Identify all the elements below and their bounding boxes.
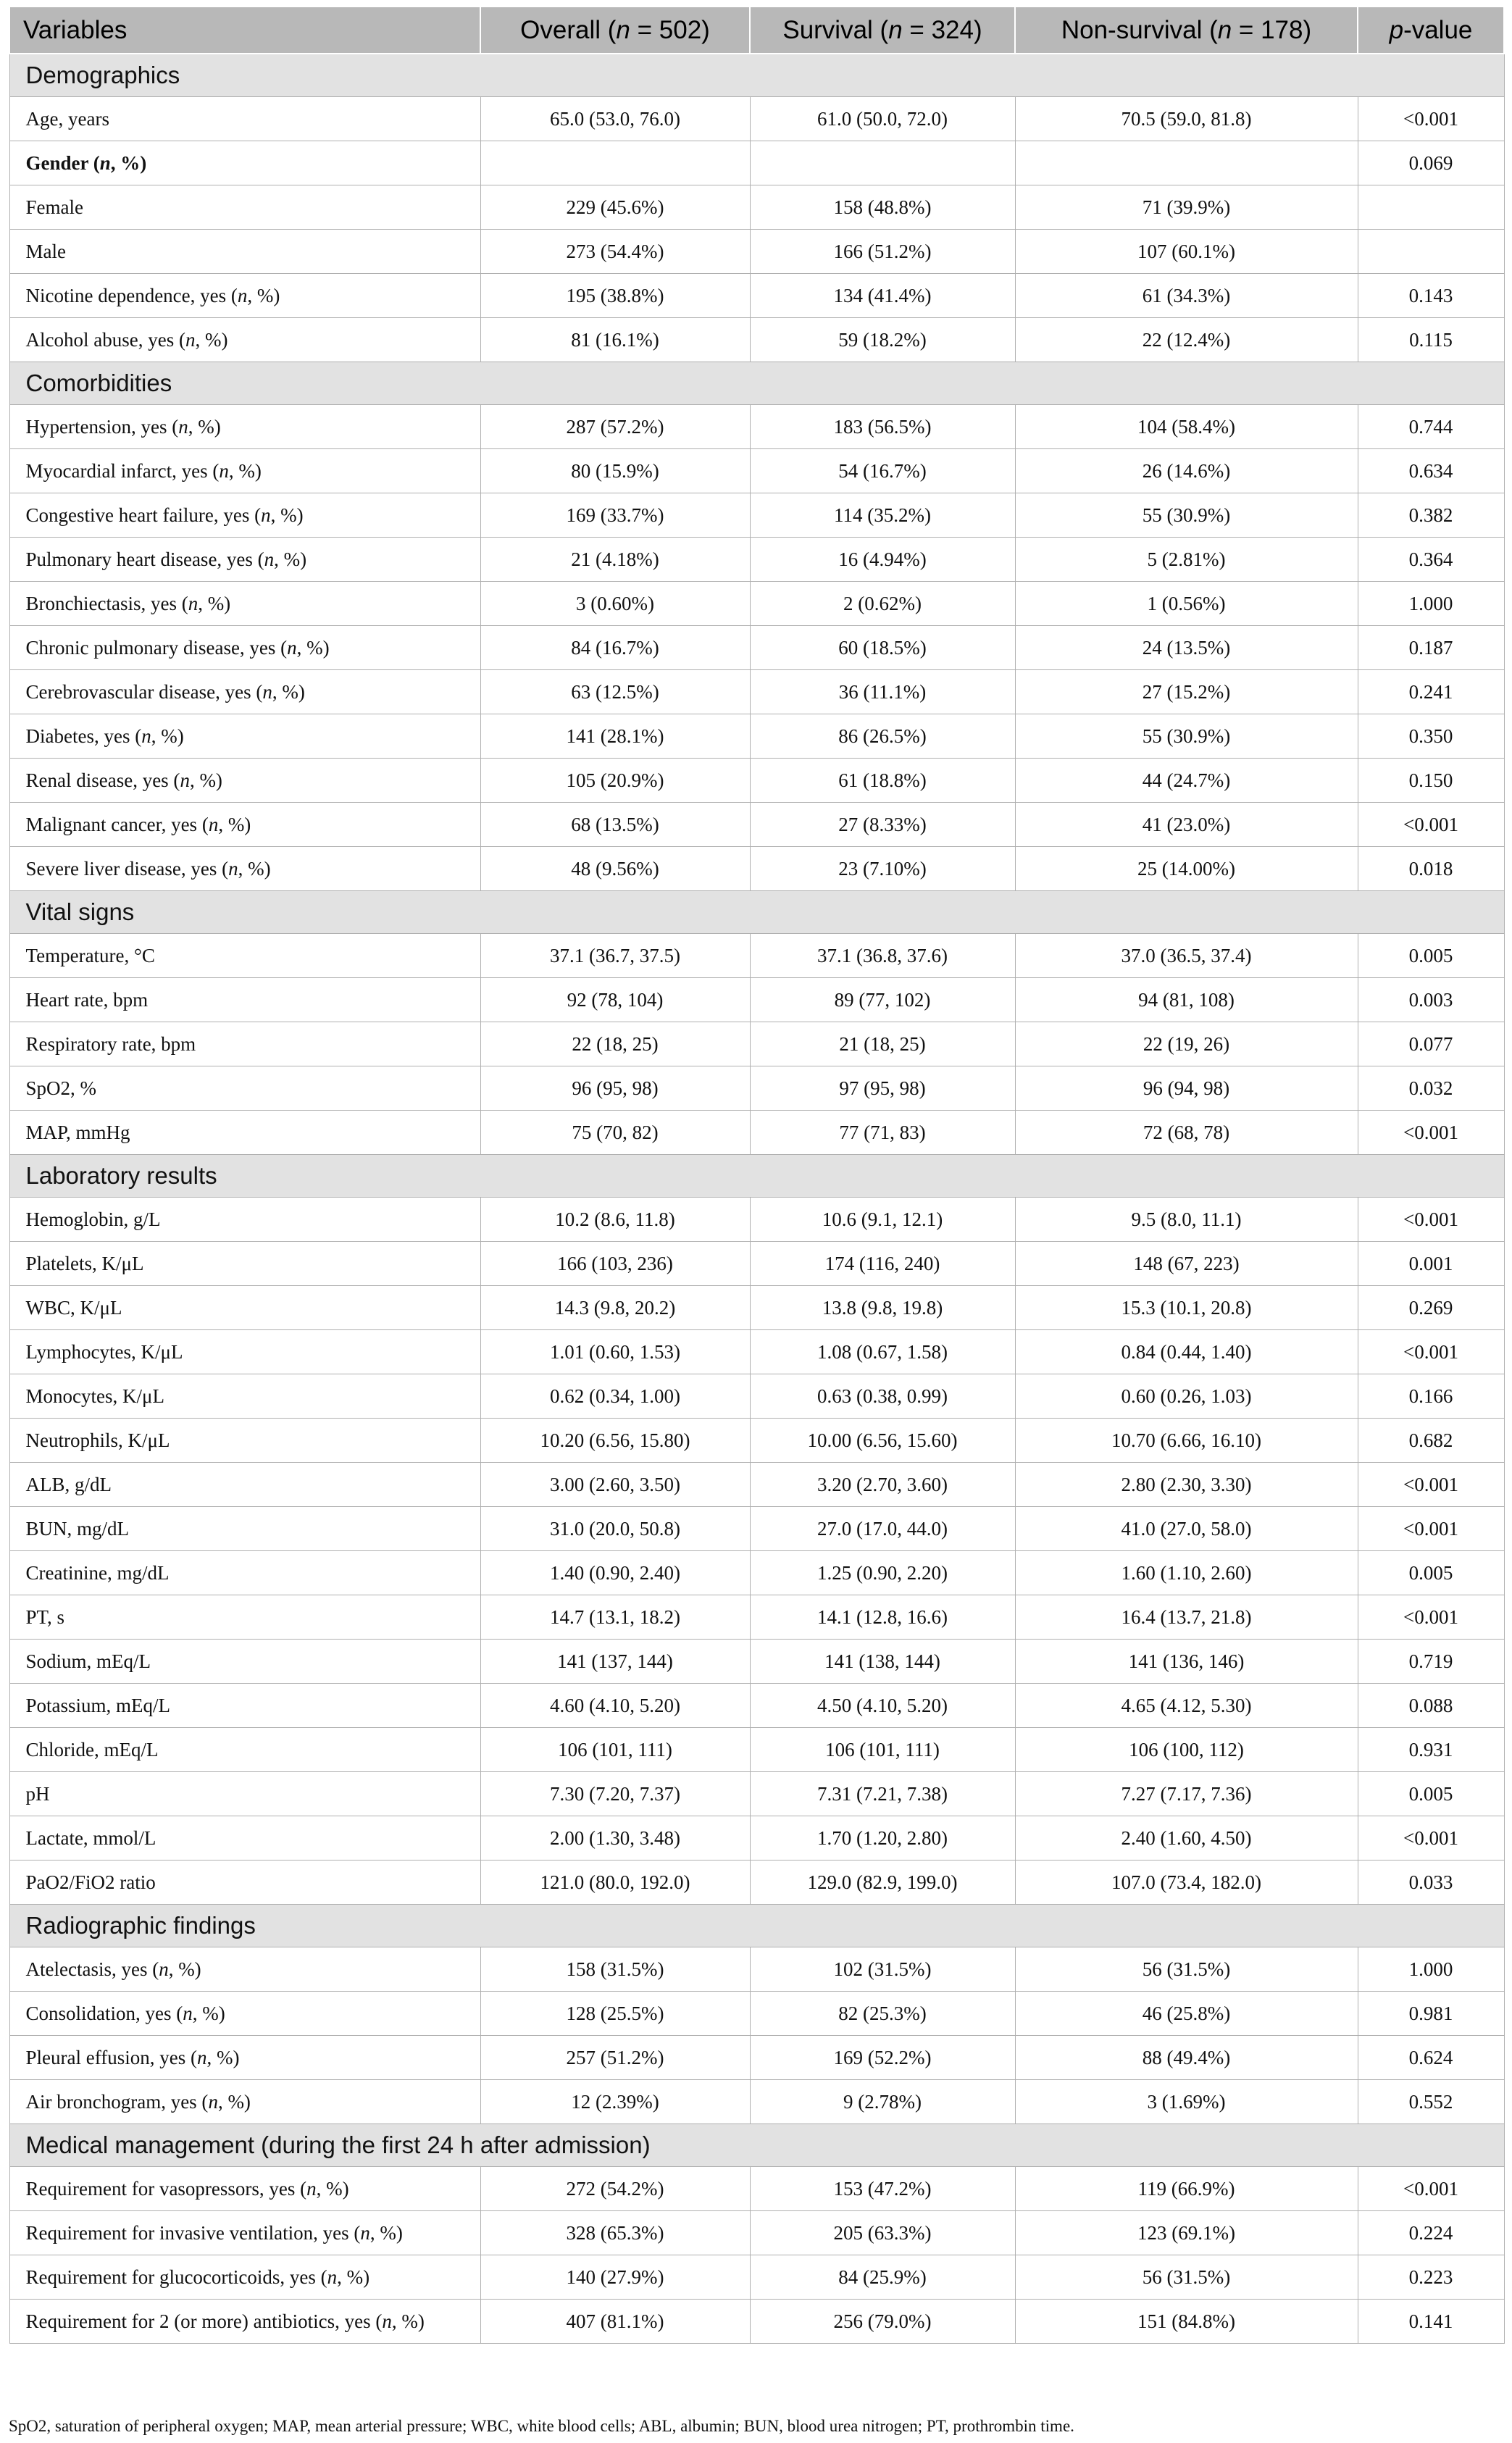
- non-survival-cell: 119 (66.9%): [1015, 2167, 1358, 2211]
- variable-cell: SpO2, %: [9, 1066, 480, 1111]
- table-row: [9, 1595, 1504, 1640]
- survival-cell: 2 (0.62%): [750, 582, 1015, 626]
- non-survival-cell: 15.3 (10.1, 20.8): [1015, 1286, 1358, 1330]
- variable-cell: Requirement for glucocorticoids, yes (n, %): [9, 2255, 480, 2300]
- non-survival-cell: 71 (39.9%): [1015, 185, 1358, 230]
- overall-cell: 166 (103, 236): [480, 1242, 750, 1286]
- overall-cell: 31.0 (20.0, 50.8): [480, 1507, 750, 1551]
- non-survival-cell: 44 (24.7%): [1015, 759, 1358, 803]
- section-header-row: [9, 362, 1504, 405]
- table-row: [9, 493, 1504, 538]
- overall-cell: 37.1 (36.7, 37.5): [480, 934, 750, 978]
- header-row: [9, 7, 1504, 54]
- non-survival-cell: 1.60 (1.10, 2.60): [1015, 1551, 1358, 1595]
- table-row: [9, 318, 1504, 362]
- variable-cell: Female: [9, 185, 480, 230]
- overall-cell: 141 (137, 144): [480, 1640, 750, 1684]
- overall-cell: 105 (20.9%): [480, 759, 750, 803]
- non-survival-cell: 25 (14.00%): [1015, 847, 1358, 891]
- section-header-row: [9, 1155, 1504, 1198]
- variable-cell: Requirement for invasive ventilation, yes (n, %): [9, 2211, 480, 2255]
- table-row: [9, 1419, 1504, 1463]
- variable-cell: PaO2/FiO2 ratio: [9, 1861, 480, 1905]
- p-value-cell: 0.382: [1358, 493, 1504, 538]
- table-row: [9, 1861, 1504, 1905]
- survival-cell: 166 (51.2%): [750, 230, 1015, 274]
- p-value-cell: [1358, 185, 1504, 230]
- table-row: [9, 626, 1504, 670]
- survival-cell: 10.6 (9.1, 12.1): [750, 1198, 1015, 1242]
- p-value-cell: <0.001: [1358, 1330, 1504, 1374]
- non-survival-cell: 107.0 (73.4, 182.0): [1015, 1861, 1358, 1905]
- variable-cell: BUN, mg/dL: [9, 1507, 480, 1551]
- variable-cell: Congestive heart failure, yes (n, %): [9, 493, 480, 538]
- section-title: Radiographic findings: [9, 1905, 1504, 1947]
- survival-cell: 89 (77, 102): [750, 978, 1015, 1022]
- non-survival-cell: 41 (23.0%): [1015, 803, 1358, 847]
- variable-cell: Renal disease, yes (n, %): [9, 759, 480, 803]
- overall-cell: 14.3 (9.8, 20.2): [480, 1286, 750, 1330]
- variable-cell: Atelectasis, yes (n, %): [9, 1947, 480, 1992]
- variable-cell: Lymphocytes, K/μL: [9, 1330, 480, 1374]
- survival-cell: 9 (2.78%): [750, 2080, 1015, 2124]
- overall-cell: 84 (16.7%): [480, 626, 750, 670]
- p-value-cell: 1.000: [1358, 582, 1504, 626]
- p-value-cell: 0.624: [1358, 2036, 1504, 2080]
- non-survival-cell: 88 (49.4%): [1015, 2036, 1358, 2080]
- p-value-cell: 0.005: [1358, 1551, 1504, 1595]
- table-footnote: SpO2, saturation of peripheral oxygen; MAP, mean arterial pressure; WBC, white blood cells; ABL, albumin; BUN, blood urea nitrogen; PT, prothrombin time.: [9, 2417, 1074, 2435]
- non-survival-cell: 70.5 (59.0, 81.8): [1015, 97, 1358, 141]
- non-survival-cell: 16.4 (13.7, 21.8): [1015, 1595, 1358, 1640]
- baseline-characteristics-table: [9, 6, 1503, 2344]
- non-survival-cell: 9.5 (8.0, 11.1): [1015, 1198, 1358, 1242]
- p-value-cell: 0.150: [1358, 759, 1504, 803]
- table-row: [9, 1992, 1504, 2036]
- overall-cell: 65.0 (53.0, 76.0): [480, 97, 750, 141]
- header-overall: Overall (n = 502): [480, 7, 750, 54]
- section-header-row: [9, 1905, 1504, 1947]
- survival-cell: 61 (18.8%): [750, 759, 1015, 803]
- p-value-cell: <0.001: [1358, 97, 1504, 141]
- non-survival-cell: 61 (34.3%): [1015, 274, 1358, 318]
- non-survival-cell: 1 (0.56%): [1015, 582, 1358, 626]
- overall-cell: 273 (54.4%): [480, 230, 750, 274]
- survival-cell: 153 (47.2%): [750, 2167, 1015, 2211]
- table-row: [9, 538, 1504, 582]
- overall-cell: 81 (16.1%): [480, 318, 750, 362]
- table-row: [9, 1947, 1504, 1992]
- variable-cell: Diabetes, yes (n, %): [9, 714, 480, 759]
- variable-cell: ALB, g/dL: [9, 1463, 480, 1507]
- p-value-cell: 0.003: [1358, 978, 1504, 1022]
- p-value-cell: 0.364: [1358, 538, 1504, 582]
- table-row: [9, 1198, 1504, 1242]
- p-value-cell: 0.166: [1358, 1374, 1504, 1419]
- p-value-cell: [1358, 230, 1504, 274]
- non-survival-cell: 26 (14.6%): [1015, 449, 1358, 493]
- p-value-cell: 0.350: [1358, 714, 1504, 759]
- survival-cell: 27.0 (17.0, 44.0): [750, 1507, 1015, 1551]
- table-row: [9, 1816, 1504, 1861]
- survival-cell: 1.25 (0.90, 2.20): [750, 1551, 1015, 1595]
- table-row: [9, 1066, 1504, 1111]
- overall-cell: 10.20 (6.56, 15.80): [480, 1419, 750, 1463]
- survival-cell: 114 (35.2%): [750, 493, 1015, 538]
- p-value-cell: <0.001: [1358, 1198, 1504, 1242]
- variable-cell: Air bronchogram, yes (n, %): [9, 2080, 480, 2124]
- p-value-cell: 0.069: [1358, 141, 1504, 185]
- survival-cell: 82 (25.3%): [750, 1992, 1015, 2036]
- variable-cell: Neutrophils, K/μL: [9, 1419, 480, 1463]
- variable-cell: WBC, K/μL: [9, 1286, 480, 1330]
- variable-cell: Severe liver disease, yes (n, %): [9, 847, 480, 891]
- survival-cell: 205 (63.3%): [750, 2211, 1015, 2255]
- overall-cell: 75 (70, 82): [480, 1111, 750, 1155]
- variable-cell: Requirement for vasopressors, yes (n, %): [9, 2167, 480, 2211]
- table-row: [9, 978, 1504, 1022]
- table-row: [9, 274, 1504, 318]
- table-row: [9, 405, 1504, 449]
- variable-cell: Chloride, mEq/L: [9, 1728, 480, 1772]
- p-value-cell: 0.033: [1358, 1861, 1504, 1905]
- table-row: [9, 1463, 1504, 1507]
- table-row: [9, 2211, 1504, 2255]
- table-row: [9, 1551, 1504, 1595]
- overall-cell: 141 (28.1%): [480, 714, 750, 759]
- overall-cell: 3.00 (2.60, 3.50): [480, 1463, 750, 1507]
- non-survival-cell: 27 (15.2%): [1015, 670, 1358, 714]
- survival-cell: 10.00 (6.56, 15.60): [750, 1419, 1015, 1463]
- survival-cell: 183 (56.5%): [750, 405, 1015, 449]
- table-row: [9, 1242, 1504, 1286]
- non-survival-cell: 141 (136, 146): [1015, 1640, 1358, 1684]
- survival-cell: 61.0 (50.0, 72.0): [750, 97, 1015, 141]
- overall-cell: 22 (18, 25): [480, 1022, 750, 1066]
- table-body: [9, 54, 1504, 2344]
- p-value-cell: <0.001: [1358, 1816, 1504, 1861]
- overall-cell: 158 (31.5%): [480, 1947, 750, 1992]
- non-survival-cell: 151 (84.8%): [1015, 2300, 1358, 2344]
- table-row: [9, 714, 1504, 759]
- table-row: [9, 2255, 1504, 2300]
- non-survival-cell: 4.65 (4.12, 5.30): [1015, 1684, 1358, 1728]
- overall-cell: 68 (13.5%): [480, 803, 750, 847]
- variable-cell: Age, years: [9, 97, 480, 141]
- p-value-cell: <0.001: [1358, 1507, 1504, 1551]
- survival-cell: 134 (41.4%): [750, 274, 1015, 318]
- overall-cell: 92 (78, 104): [480, 978, 750, 1022]
- survival-cell: 1.08 (0.67, 1.58): [750, 1330, 1015, 1374]
- header-p-value: p-value: [1358, 7, 1504, 54]
- survival-cell: 174 (116, 240): [750, 1242, 1015, 1286]
- overall-cell: 7.30 (7.20, 7.37): [480, 1772, 750, 1816]
- survival-cell: 84 (25.9%): [750, 2255, 1015, 2300]
- table-row: [9, 2300, 1504, 2344]
- variable-cell: Platelets, K/μL: [9, 1242, 480, 1286]
- non-survival-cell: 5 (2.81%): [1015, 538, 1358, 582]
- overall-cell: 121.0 (80.0, 192.0): [480, 1861, 750, 1905]
- table-row: [9, 1022, 1504, 1066]
- table-row: [9, 582, 1504, 626]
- overall-cell: 4.60 (4.10, 5.20): [480, 1684, 750, 1728]
- p-value-cell: 0.719: [1358, 1640, 1504, 1684]
- survival-cell: 129.0 (82.9, 199.0): [750, 1861, 1015, 1905]
- overall-cell: 257 (51.2%): [480, 2036, 750, 2080]
- variable-cell: Bronchiectasis, yes (n, %): [9, 582, 480, 626]
- section-title: Laboratory results: [9, 1155, 1504, 1198]
- table-row: [9, 1330, 1504, 1374]
- table-row: [9, 847, 1504, 891]
- variable-cell: Pleural effusion, yes (n, %): [9, 2036, 480, 2080]
- table-row: [9, 2036, 1504, 2080]
- overall-cell: 2.00 (1.30, 3.48): [480, 1816, 750, 1861]
- non-survival-cell: 10.70 (6.66, 16.10): [1015, 1419, 1358, 1463]
- non-survival-cell: 56 (31.5%): [1015, 2255, 1358, 2300]
- p-value-cell: 0.005: [1358, 934, 1504, 978]
- variable-cell: Potassium, mEq/L: [9, 1684, 480, 1728]
- survival-cell: 27 (8.33%): [750, 803, 1015, 847]
- p-value-cell: 0.744: [1358, 405, 1504, 449]
- variable-cell: Temperature, °C: [9, 934, 480, 978]
- p-value-cell: <0.001: [1358, 803, 1504, 847]
- overall-cell: 10.2 (8.6, 11.8): [480, 1198, 750, 1242]
- table-row: [9, 141, 1504, 185]
- header-non-survival: Non-survival (n = 178): [1015, 7, 1358, 54]
- survival-cell: 102 (31.5%): [750, 1947, 1015, 1992]
- variable-cell: Male: [9, 230, 480, 274]
- p-value-cell: 0.018: [1358, 847, 1504, 891]
- survival-cell: 0.63 (0.38, 0.99): [750, 1374, 1015, 1419]
- p-value-cell: 0.143: [1358, 274, 1504, 318]
- p-value-cell: 0.552: [1358, 2080, 1504, 2124]
- overall-cell: 80 (15.9%): [480, 449, 750, 493]
- p-value-cell: 0.088: [1358, 1684, 1504, 1728]
- table-row: [9, 1111, 1504, 1155]
- survival-cell: 37.1 (36.8, 37.6): [750, 934, 1015, 978]
- overall-cell: 3 (0.60%): [480, 582, 750, 626]
- overall-cell: 407 (81.1%): [480, 2300, 750, 2344]
- survival-cell: 59 (18.2%): [750, 318, 1015, 362]
- section-title: Vital signs: [9, 891, 1504, 934]
- section-header-row: [9, 2124, 1504, 2167]
- survival-cell: 54 (16.7%): [750, 449, 1015, 493]
- non-survival-cell: [1015, 141, 1358, 185]
- non-survival-cell: 7.27 (7.17, 7.36): [1015, 1772, 1358, 1816]
- survival-cell: 77 (71, 83): [750, 1111, 1015, 1155]
- survival-cell: 1.70 (1.20, 2.80): [750, 1816, 1015, 1861]
- p-value-cell: 0.682: [1358, 1419, 1504, 1463]
- overall-cell: 96 (95, 98): [480, 1066, 750, 1111]
- p-value-cell: 0.005: [1358, 1772, 1504, 1816]
- variable-cell: Lactate, mmol/L: [9, 1816, 480, 1861]
- variable-cell: Alcohol abuse, yes (n, %): [9, 318, 480, 362]
- survival-cell: 7.31 (7.21, 7.38): [750, 1772, 1015, 1816]
- variable-cell: Malignant cancer, yes (n, %): [9, 803, 480, 847]
- table-row: [9, 2080, 1504, 2124]
- variable-cell: Consolidation, yes (n, %): [9, 1992, 480, 2036]
- variable-cell: Hemoglobin, g/L: [9, 1198, 480, 1242]
- data-table: [9, 6, 1505, 2344]
- non-survival-cell: 3 (1.69%): [1015, 2080, 1358, 2124]
- overall-cell: 287 (57.2%): [480, 405, 750, 449]
- survival-cell: 3.20 (2.70, 3.60): [750, 1463, 1015, 1507]
- non-survival-cell: 22 (12.4%): [1015, 318, 1358, 362]
- p-value-cell: 0.077: [1358, 1022, 1504, 1066]
- non-survival-cell: 0.60 (0.26, 1.03): [1015, 1374, 1358, 1419]
- survival-cell: 86 (26.5%): [750, 714, 1015, 759]
- variable-cell: Myocardial infarct, yes (n, %): [9, 449, 480, 493]
- survival-cell: 169 (52.2%): [750, 2036, 1015, 2080]
- non-survival-cell: 56 (31.5%): [1015, 1947, 1358, 1992]
- section-header-row: [9, 54, 1504, 97]
- overall-cell: 195 (38.8%): [480, 274, 750, 318]
- table-row: [9, 1286, 1504, 1330]
- variable-cell: Sodium, mEq/L: [9, 1640, 480, 1684]
- p-value-cell: 0.223: [1358, 2255, 1504, 2300]
- non-survival-cell: 0.84 (0.44, 1.40): [1015, 1330, 1358, 1374]
- section-title: Comorbidities: [9, 362, 1504, 405]
- non-survival-cell: 104 (58.4%): [1015, 405, 1358, 449]
- variable-cell: Hypertension, yes (n, %): [9, 405, 480, 449]
- non-survival-cell: 46 (25.8%): [1015, 1992, 1358, 2036]
- p-value-cell: <0.001: [1358, 1595, 1504, 1640]
- table-row: [9, 1507, 1504, 1551]
- section-title: Medical management (during the first 24 h after admission): [9, 2124, 1504, 2167]
- non-survival-cell: 106 (100, 112): [1015, 1728, 1358, 1772]
- table-row: [9, 185, 1504, 230]
- p-value-cell: <0.001: [1358, 1463, 1504, 1507]
- non-survival-cell: 148 (67, 223): [1015, 1242, 1358, 1286]
- non-survival-cell: 2.80 (2.30, 3.30): [1015, 1463, 1358, 1507]
- section-title: Demographics: [9, 54, 1504, 97]
- p-value-cell: <0.001: [1358, 2167, 1504, 2211]
- table-row: [9, 449, 1504, 493]
- overall-cell: 106 (101, 111): [480, 1728, 750, 1772]
- overall-cell: 12 (2.39%): [480, 2080, 750, 2124]
- table-row: [9, 1772, 1504, 1816]
- survival-cell: 256 (79.0%): [750, 2300, 1015, 2344]
- non-survival-cell: 41.0 (27.0, 58.0): [1015, 1507, 1358, 1551]
- overall-cell: 128 (25.5%): [480, 1992, 750, 2036]
- survival-cell: 21 (18, 25): [750, 1022, 1015, 1066]
- header-survival: Survival (n = 324): [750, 7, 1015, 54]
- non-survival-cell: 55 (30.9%): [1015, 493, 1358, 538]
- survival-cell: 14.1 (12.8, 16.6): [750, 1595, 1015, 1640]
- table-header: [9, 7, 1504, 54]
- survival-cell: 36 (11.1%): [750, 670, 1015, 714]
- non-survival-cell: 24 (13.5%): [1015, 626, 1358, 670]
- overall-cell: 21 (4.18%): [480, 538, 750, 582]
- variable-cell: Respiratory rate, bpm: [9, 1022, 480, 1066]
- non-survival-cell: 37.0 (36.5, 37.4): [1015, 934, 1358, 978]
- table-row: [9, 2167, 1504, 2211]
- overall-cell: 1.01 (0.60, 1.53): [480, 1330, 750, 1374]
- variable-cell: Nicotine dependence, yes (n, %): [9, 274, 480, 318]
- p-value-cell: 0.269: [1358, 1286, 1504, 1330]
- overall-cell: 229 (45.6%): [480, 185, 750, 230]
- overall-cell: 63 (12.5%): [480, 670, 750, 714]
- survival-cell: 158 (48.8%): [750, 185, 1015, 230]
- variable-cell: Heart rate, bpm: [9, 978, 480, 1022]
- variable-cell: Chronic pulmonary disease, yes (n, %): [9, 626, 480, 670]
- p-value-cell: 0.115: [1358, 318, 1504, 362]
- p-value-cell: 0.241: [1358, 670, 1504, 714]
- non-survival-cell: 107 (60.1%): [1015, 230, 1358, 274]
- survival-cell: [750, 141, 1015, 185]
- non-survival-cell: 22 (19, 26): [1015, 1022, 1358, 1066]
- overall-cell: 328 (65.3%): [480, 2211, 750, 2255]
- variable-cell: Pulmonary heart disease, yes (n, %): [9, 538, 480, 582]
- non-survival-cell: 55 (30.9%): [1015, 714, 1358, 759]
- p-value-cell: 0.001: [1358, 1242, 1504, 1286]
- variable-cell: Gender (n, %): [9, 141, 480, 185]
- non-survival-cell: 96 (94, 98): [1015, 1066, 1358, 1111]
- variable-cell: pH: [9, 1772, 480, 1816]
- table-row: [9, 670, 1504, 714]
- table-row: [9, 759, 1504, 803]
- p-value-cell: 1.000: [1358, 1947, 1504, 1992]
- survival-cell: 106 (101, 111): [750, 1728, 1015, 1772]
- variable-cell: Monocytes, K/μL: [9, 1374, 480, 1419]
- overall-cell: 169 (33.7%): [480, 493, 750, 538]
- variable-cell: PT, s: [9, 1595, 480, 1640]
- non-survival-cell: 123 (69.1%): [1015, 2211, 1358, 2255]
- table-row: [9, 803, 1504, 847]
- survival-cell: 141 (138, 144): [750, 1640, 1015, 1684]
- non-survival-cell: 94 (81, 108): [1015, 978, 1358, 1022]
- p-value-cell: <0.001: [1358, 1111, 1504, 1155]
- survival-cell: 13.8 (9.8, 19.8): [750, 1286, 1015, 1330]
- p-value-cell: 0.634: [1358, 449, 1504, 493]
- variable-cell: MAP, mmHg: [9, 1111, 480, 1155]
- table-row: [9, 1684, 1504, 1728]
- overall-cell: 14.7 (13.1, 18.2): [480, 1595, 750, 1640]
- overall-cell: 140 (27.9%): [480, 2255, 750, 2300]
- table-row: [9, 1640, 1504, 1684]
- overall-cell: 0.62 (0.34, 1.00): [480, 1374, 750, 1419]
- variable-cell: Requirement for 2 (or more) antibiotics, yes (n, %): [9, 2300, 480, 2344]
- survival-cell: 23 (7.10%): [750, 847, 1015, 891]
- p-value-cell: 0.187: [1358, 626, 1504, 670]
- p-value-cell: 0.981: [1358, 1992, 1504, 2036]
- variable-cell: Cerebrovascular disease, yes (n, %): [9, 670, 480, 714]
- header-variables: Variables: [9, 7, 480, 54]
- table-row: [9, 934, 1504, 978]
- variable-cell: Creatinine, mg/dL: [9, 1551, 480, 1595]
- section-header-row: [9, 891, 1504, 934]
- p-value-cell: 0.931: [1358, 1728, 1504, 1772]
- survival-cell: 60 (18.5%): [750, 626, 1015, 670]
- table-row: [9, 230, 1504, 274]
- non-survival-cell: 2.40 (1.60, 4.50): [1015, 1816, 1358, 1861]
- survival-cell: 4.50 (4.10, 5.20): [750, 1684, 1015, 1728]
- survival-cell: 16 (4.94%): [750, 538, 1015, 582]
- p-value-cell: 0.224: [1358, 2211, 1504, 2255]
- overall-cell: 272 (54.2%): [480, 2167, 750, 2211]
- overall-cell: 1.40 (0.90, 2.40): [480, 1551, 750, 1595]
- p-value-cell: 0.032: [1358, 1066, 1504, 1111]
- overall-cell: 48 (9.56%): [480, 847, 750, 891]
- overall-cell: [480, 141, 750, 185]
- non-survival-cell: 72 (68, 78): [1015, 1111, 1358, 1155]
- table-row: [9, 97, 1504, 141]
- table-row: [9, 1374, 1504, 1419]
- survival-cell: 97 (95, 98): [750, 1066, 1015, 1111]
- p-value-cell: 0.141: [1358, 2300, 1504, 2344]
- table-row: [9, 1728, 1504, 1772]
